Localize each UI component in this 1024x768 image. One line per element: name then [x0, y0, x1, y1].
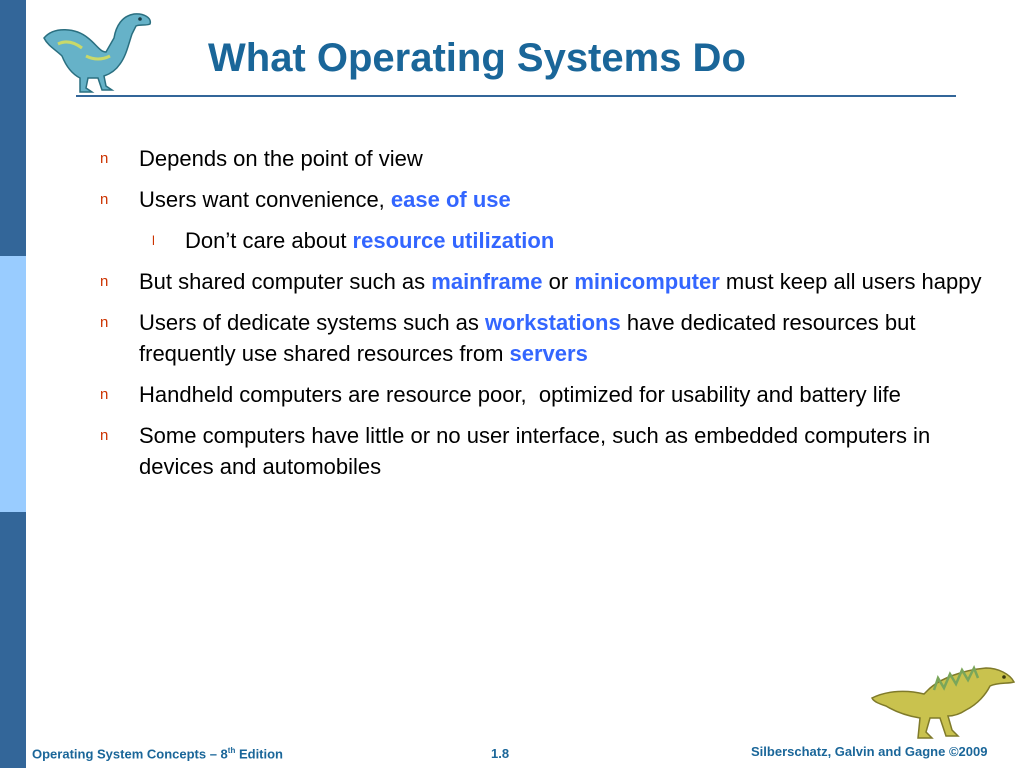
- highlight-term: ease of use: [390, 187, 511, 212]
- sidebar-band-top: [0, 0, 26, 256]
- footer-book-suffix: Edition: [235, 746, 284, 762]
- bullet-text: or: [542, 269, 575, 294]
- footer-book-title: [32, 746, 283, 761]
- footer-book-superscript: th: [227, 746, 236, 755]
- bullet-text: Some computers have little or no user interface, such as embedded computers in devices and automobiles: [139, 423, 931, 479]
- bullet-text: Users want convenience,: [139, 187, 391, 212]
- highlight-term: minicomputer: [574, 269, 720, 294]
- bullet-text: Don’t care about: [185, 228, 353, 253]
- highlight-term: resource utilization: [352, 228, 555, 253]
- sidebar-band-middle: [0, 256, 26, 512]
- left-sidebar: [0, 0, 26, 768]
- bullet-item: [100, 184, 1005, 215]
- sub-bullet-item: [100, 225, 1005, 256]
- bullet-text: But shared computer such as: [139, 269, 432, 294]
- bullet-text: Depends on the point of view: [139, 146, 423, 171]
- bullet-marker: n: [100, 191, 109, 208]
- bullet-marker: n: [100, 150, 109, 167]
- bullet-text: Handheld computers are resource poor, optimized for usability and battery life: [139, 382, 901, 407]
- highlight-term: servers: [509, 341, 588, 366]
- dinosaur-icon: [36, 8, 156, 94]
- sidebar-band-bottom: [0, 512, 26, 768]
- footer-authors: Silberschatz, Galvin and Gagne ©2009: [751, 744, 988, 759]
- dinosaur-icon: [868, 660, 1018, 740]
- bullet-marker: n: [100, 314, 109, 331]
- bullet-item: [100, 143, 1005, 174]
- page-number: 1.8: [491, 746, 510, 761]
- bullet-marker: n: [100, 273, 109, 290]
- bullet-item: [100, 307, 1005, 369]
- bullet-marker: n: [100, 386, 109, 403]
- bullet-text: have dedicated resources but frequently use shared resources from: [139, 310, 916, 366]
- title-divider: [76, 95, 956, 97]
- highlight-term: workstations: [485, 310, 621, 335]
- bullet-marker: l: [152, 233, 155, 248]
- bullet-text: Users of dedicate systems such as: [139, 310, 486, 335]
- bullet-item: [100, 266, 1005, 297]
- bullet-text: must keep all users happy: [719, 269, 982, 294]
- bullet-item: [100, 379, 1005, 410]
- footer-book-prefix: Operating System Concepts – 8: [32, 746, 228, 762]
- bullet-item: [100, 420, 1005, 482]
- highlight-term: mainframe: [431, 269, 543, 294]
- bullet-list: [100, 143, 1005, 492]
- page-title: What Operating Systems Do: [208, 36, 746, 80]
- bullet-marker: n: [100, 427, 109, 444]
